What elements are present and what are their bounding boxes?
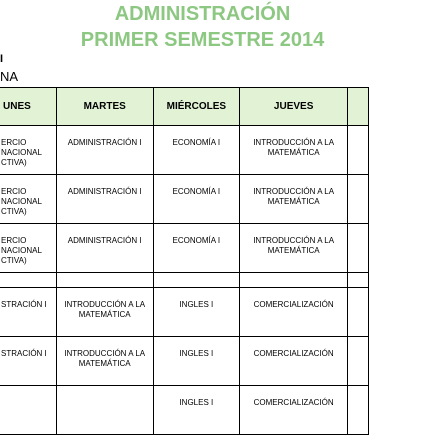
- cell-viernes: [348, 224, 369, 273]
- cell-martes: [56, 288, 153, 337]
- cell-miercoles: [153, 175, 240, 224]
- cell-jueves: [240, 337, 348, 386]
- schedule-table: [0, 87, 369, 435]
- col-header-jueves: JUEVES: [240, 88, 348, 126]
- cropped-label-1: I: [0, 53, 4, 65]
- cell-text: ADMINISTRACIÓN I: [67, 138, 142, 147]
- cell-text: INTRODUCCIÓN A LA MATEMÁTICA: [253, 187, 335, 206]
- table-row: [0, 386, 369, 435]
- cell-martes: [56, 175, 153, 224]
- cell-text: COMERCIALIZACIÓN: [253, 398, 334, 407]
- cell-text: ADMINISTRACIÓN I: [67, 236, 142, 245]
- cell-miercoles: [153, 224, 240, 273]
- cell-text: [348, 224, 368, 236]
- title-line-1: ADMINISTRACIÓN: [114, 3, 291, 25]
- cell-martes: [56, 224, 153, 273]
- cell-text: INTRODUCCIÓN A LA MATEMÁTICA: [64, 349, 146, 368]
- cell-text: ERCIO NACIONAL CTIVA): [1, 138, 42, 167]
- cell-lunes: [0, 126, 56, 175]
- cell-viernes: [348, 386, 369, 435]
- cell-text: [348, 273, 368, 285]
- cell-text: [57, 273, 153, 285]
- cell-text: ECONOMÍA I: [172, 236, 221, 245]
- cell-jueves: [240, 175, 348, 224]
- cell-miercoles: [153, 337, 240, 386]
- cell-miercoles: [153, 126, 240, 175]
- cell-text: INGLES I: [179, 398, 214, 407]
- cell-text: [154, 273, 240, 285]
- cell-text: ERCIO NACIONAL CTIVA): [1, 187, 42, 216]
- cell-viernes: [348, 126, 369, 175]
- table-row: [0, 273, 369, 288]
- cell-lunes: [0, 386, 56, 435]
- cell-text: ERCIO NACIONAL CTIVA): [1, 236, 42, 265]
- col-header-martes: MARTES: [56, 88, 153, 126]
- col-header-miercoles: MIÉRCOLES: [153, 88, 240, 126]
- table-row: [0, 126, 369, 175]
- cell-jueves: [240, 386, 348, 435]
- cell-jueves: [240, 273, 348, 288]
- title-line-2: PRIMER SEMESTRE 2014: [80, 29, 325, 51]
- schedule-body: [0, 126, 369, 435]
- cell-jueves: [240, 126, 348, 175]
- cell-text: INTRODUCCIÓN A LA MATEMÁTICA: [253, 138, 335, 157]
- cell-text: [348, 386, 368, 398]
- cell-lunes: [0, 288, 56, 337]
- cell-text: [1, 273, 56, 285]
- cell-text: [348, 337, 368, 349]
- table-row: [0, 175, 369, 224]
- cell-text: ECONOMÍA I: [172, 138, 221, 147]
- cell-text: INGLES I: [179, 300, 214, 309]
- cell-miercoles: [153, 288, 240, 337]
- cell-miercoles: [153, 386, 240, 435]
- cropped-label-2: NA: [0, 69, 19, 84]
- cell-jueves: [240, 288, 348, 337]
- cell-martes: [56, 337, 153, 386]
- cell-martes: [56, 273, 153, 288]
- cell-text: [57, 386, 153, 398]
- cell-text: COMERCIALIZACIÓN: [253, 349, 334, 358]
- cell-martes: [56, 386, 153, 435]
- cell-jueves: [240, 224, 348, 273]
- cell-lunes: [0, 224, 56, 273]
- cell-viernes: [348, 288, 369, 337]
- table-row: [0, 337, 369, 386]
- cell-text: ECONOMÍA I: [172, 187, 221, 196]
- cell-lunes: [0, 337, 56, 386]
- cell-text: ADMINISTRACIÓN I: [67, 187, 142, 196]
- cell-text: STRACIÓN I: [1, 349, 47, 358]
- table-row: [0, 224, 369, 273]
- cell-viernes: [348, 337, 369, 386]
- cell-text: INGLES I: [179, 349, 214, 358]
- cell-miercoles: [153, 273, 240, 288]
- cell-martes: [56, 126, 153, 175]
- header-row: [0, 88, 369, 126]
- col-header-lunes: UNES: [0, 88, 56, 126]
- cell-text: STRACIÓN I: [1, 300, 47, 309]
- cell-text: COMERCIALIZACIÓN: [253, 300, 334, 309]
- cell-lunes: [0, 273, 56, 288]
- col-header-viernes: [348, 88, 369, 126]
- cell-text: INTRODUCCIÓN A LA MATEMÁTICA: [253, 236, 335, 255]
- cell-text: [348, 175, 368, 187]
- cell-text: [1, 386, 56, 398]
- cell-viernes: [348, 273, 369, 288]
- table-row: [0, 288, 369, 337]
- cell-viernes: [348, 175, 369, 224]
- cell-text: INTRODUCCIÓN A LA MATEMÁTICA: [64, 300, 146, 319]
- cell-lunes: [0, 175, 56, 224]
- cell-text: [348, 126, 368, 138]
- cell-text: [240, 273, 347, 285]
- cell-text: [348, 288, 368, 300]
